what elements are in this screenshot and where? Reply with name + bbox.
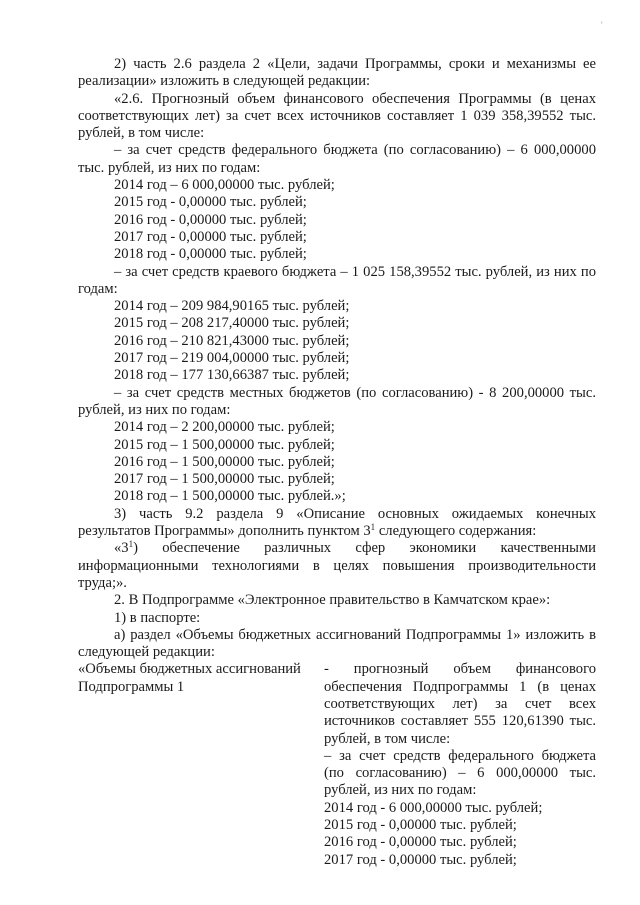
superscript: 1 (370, 522, 376, 533)
list-item-federal-2015: 2015 год - 0,00000 тыс. рублей; (114, 194, 307, 211)
paragraph-2-6-total: «2.6. Прогнозный объем финансового обеспечения Программы (в ценах соответствующих лет) за счет всех источников составляет 1 039 358,39552 тыс. рублей, в том числе: (78, 90, 596, 142)
paragraph-section-a: а) раздел «Объемы бюджетных ассигнований Подпрограммы 1» изложить в следующей редакции: (78, 626, 596, 661)
list-item-regional-2016: 2016 год – 210 821,43000 тыс. рублей; (114, 332, 350, 349)
list-item-local-2015: 2015 год – 1 500,00000 тыс. рублей; (114, 436, 335, 453)
paragraph-local-budget: – за счет средств местных бюджетов (по согласованию) - 8 200,00000 тыс. рублей, из них по годам: (78, 384, 596, 418)
list-item-regional-2014: 2014 год – 209 984,90165 тыс. рублей; (114, 298, 350, 315)
paragraph-item-3-1-text-b: ) обеспечение различных сфер экономики качественными информационными технологиями в целях повышения производительности труда;». (78, 540, 596, 591)
list-item-local-2016: 2016 год – 1 500,00000 тыс. рублей; (114, 453, 335, 470)
budget-table (78, 661, 596, 869)
table-right-paragraph-federal: – за счет средств федерального бюджета (по согласованию) – 6 000,00000 тыс. рублей, из них по годам: (324, 747, 596, 799)
table-right-cell (324, 661, 596, 869)
superscript: 1 (128, 539, 134, 550)
table-year-2014: 2014 год - 6 000,00000 тыс. рублей; (324, 799, 543, 816)
list-item-federal-2014: 2014 год – 6 000,00000 тыс. рублей; (114, 177, 335, 194)
list-item-local-2014: 2014 год – 2 200,00000 тыс. рублей; (114, 419, 335, 436)
table-year-2016: 2016 год - 0,00000 тыс. рублей; (324, 834, 517, 851)
table-right-paragraph-total: - прогнозный объем финансового обеспечения Подпрограммы 1 (в ценах соответствующих лет) за счет всех источников составляет 555 120,61390 тыс. рублей, в том числе: (324, 661, 596, 747)
document-page (78, 56, 596, 869)
paragraph-passport: 1) в паспорте: (114, 609, 201, 626)
table-left-cell: «Объемы бюджетных ассигнований Подпрограммы 1 (78, 661, 301, 695)
list-item-local-2018: 2018 год – 1 500,00000 тыс. рублей.»; (114, 488, 346, 505)
table-year-2015: 2015 год - 0,00000 тыс. рублей; (324, 817, 517, 834)
paragraph-item-3 (78, 506, 596, 541)
paragraph-item-2: 2) часть 2.6 раздела 2 «Цели, задачи Программы, сроки и механизмы ее реализации» изложить в следующей редакции: (78, 56, 596, 90)
paragraph-item-3-text-b: следующего содержания: (375, 523, 537, 540)
paragraph-subprogram: 2. В Подпрограмме «Электронное правительство в Камчатском крае»: (114, 592, 551, 609)
corner-mark: ' (601, 20, 603, 30)
list-item-local-2017: 2017 год – 1 500,00000 тыс. рублей; (114, 471, 335, 488)
paragraph-federal-budget: – за счет средств федерального бюджета (по согласованию) – 6 000,00000 тыс. рублей, из них по годам: (78, 142, 596, 176)
paragraph-item-3-text-a: 3) часть 9.2 раздела 9 «Описание основных ожидаемых конечных результатов Программы» дополнить пунктом 3 (78, 505, 596, 540)
list-item-regional-2017: 2017 год – 219 004,00000 тыс. рублей; (114, 350, 350, 367)
list-item-regional-2018: 2018 год – 177 130,66387 тыс. рублей; (114, 367, 350, 384)
list-item-regional-2015: 2015 год – 208 217,40000 тыс. рублей; (114, 315, 350, 332)
paragraph-item-3-1-text-a: «3 (114, 540, 129, 557)
list-item-federal-2017: 2017 год - 0,00000 тыс. рублей; (114, 228, 307, 245)
paragraph-item-3-1 (78, 540, 596, 592)
table-year-2017: 2017 год - 0,00000 тыс. рублей; (324, 851, 517, 868)
paragraph-regional-budget: – за счет средств краевого бюджета – 1 025 158,39552 тыс. рублей, из них по годам: (78, 263, 596, 297)
list-item-federal-2016: 2016 год - 0,00000 тыс. рублей; (114, 211, 307, 228)
list-item-federal-2018: 2018 год - 0,00000 тыс. рублей; (114, 246, 307, 263)
